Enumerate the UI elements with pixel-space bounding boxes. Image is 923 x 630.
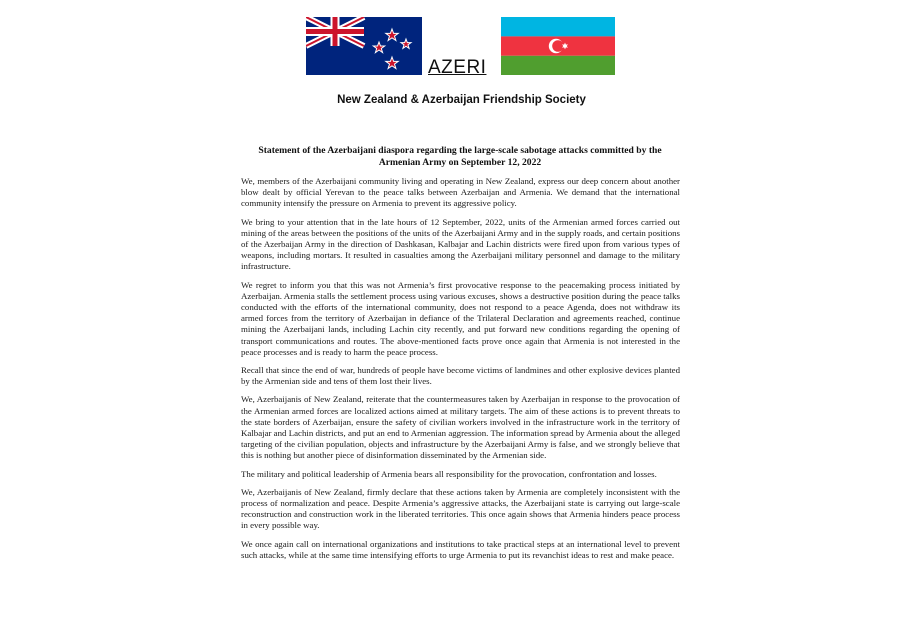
azerbaijan-flag-graphic xyxy=(501,17,615,75)
azerbaijan-flag xyxy=(501,17,615,75)
new-zealand-flag-graphic xyxy=(306,17,422,75)
paragraph: Recall that since the end of war, hundreds of people have become victims of landmines and other explosive devices planted by the Armenian side and tens of them lost their lives. xyxy=(241,365,680,387)
paragraph: We, Azerbaijanis of New Zealand, firmly declare that these actions taken by Armenia are completely inconsistent with the process of normalization and peace. Despite Armenia’s aggressive attacks, the Azerbaijani state is carrying out large-scale reconstruction and construction work in the liberated territories. This once again shows that Armenia hinders peace process in every possible way. xyxy=(241,486,680,531)
statement-title-line-1: Statement of the Azerbaijani diaspora regarding the large-scale sabotage attacks committed by the xyxy=(258,145,662,156)
paragraph: We, Azerbaijanis of New Zealand, reiterate that the countermeasures taken by Azerbaijan in response to the provocation of the Armenian armed forces are localized actions aimed at military targets. The aim of these actions is to prevent threats to the state borders of Azerbaijan, ensure the safety of civilian workers involved in the infrastructure work in the territory of Kalbajar and Lachin districts, and put an end to Armenian aggression. The information spread by Armenia about the alleged targeting of the civilian population, objects and infrastructure by the Azerbaijani Army is false, and we strongly believe that this is nothing but another piece of disinformation disseminated by the Armenian side. xyxy=(241,394,680,461)
paragraph: We once again call on international organizations and institutions to take practical steps at an international level to prevent such attacks, while at the same time intensifying efforts to urge Armenia to put its revanchist ideas to rest and make peace. xyxy=(241,538,680,560)
paragraph: We bring to your attention that in the late hours of 12 September, 2022, units of the Armenian armed forces carried out mining of the areas between the positions of the units of the Azerbaijani Army and in the supply roads, and certain positions of the Azerbaijan Army in the direction of Dashkasan, Kalbajar and Lachin districts were fired upon from various types of weapons, including mortars. It resulted in casualties among the Azerbaijani military personnel and damage to the military infrastructure. xyxy=(241,216,680,272)
paragraph: We, members of the Azerbaijani community living and operating in New Zealand, express our deep concern about another blow dealt by official Yerevan to the peace talks between Azerbaijan and Armenia. We demand that the international community intensify the pressure on Armenia to prevent its aggressive policy. xyxy=(241,176,680,209)
paragraph: We regret to inform you that this was not Armenia’s first provocative response to the peacemaking process initiated by Azerbaijan. Armenia stalls the settlement process using various excuses, shows a destructive position during the peace talks conducted with the efforts of the international community, does not respond to a peace Agenda, does not withdraw its armed forces from the territory of Azerbaijan in defiance of the Trilateral Declaration and agreements reached, continue mining the Azerbaijani lands, including Lachin city recently, and put forward new conditions regarding the opening of transport communications and routes. The above-mentioned facts prove once again that Armenia is not interested in the peace processes and is ready to harm the peace process. xyxy=(241,279,680,357)
new-zealand-flag xyxy=(306,17,422,75)
paragraph: The military and political leadership of Armenia bears all responsibility for the provocation, confrontation and losses. xyxy=(241,468,657,479)
statement-body xyxy=(241,176,680,568)
statement-title-line-2: Armenian Army on September 12, 2022 xyxy=(378,157,542,168)
statement-title xyxy=(240,145,680,169)
organization-name: New Zealand & Azerbaijan Friendship Society xyxy=(337,94,586,106)
azeri-logo-text: AZERI xyxy=(428,57,487,78)
